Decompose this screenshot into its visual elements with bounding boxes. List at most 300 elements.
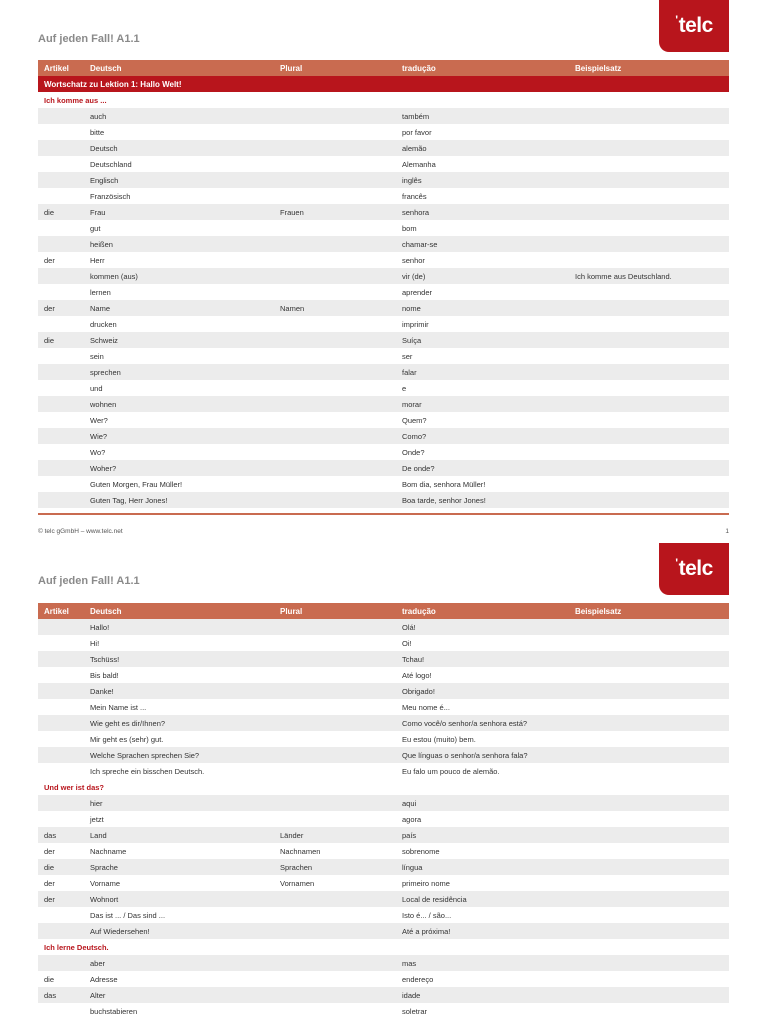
table-row bbox=[38, 476, 729, 492]
cell-artikel: der bbox=[44, 846, 55, 856]
header-deutsch: Deutsch bbox=[84, 60, 274, 76]
cell-beispielsatz bbox=[569, 412, 729, 428]
footer-copyright: © telc gGmbH – www.telc.net bbox=[38, 528, 123, 535]
cell-artikel bbox=[38, 907, 84, 923]
cell-beispielsatz bbox=[569, 843, 729, 859]
cell-traducao: senhora bbox=[396, 204, 569, 220]
table-row bbox=[38, 971, 729, 987]
section-title-row bbox=[38, 92, 729, 108]
cell-deutsch: sein bbox=[90, 351, 104, 361]
cell-artikel bbox=[38, 220, 84, 236]
cell-artikel bbox=[38, 667, 84, 683]
cell-beispielsatz bbox=[569, 220, 729, 236]
table-row bbox=[38, 156, 729, 172]
header-plural: Plural bbox=[274, 603, 396, 619]
cell-beispielsatz bbox=[569, 284, 729, 300]
cell-deutsch: Vorname bbox=[90, 878, 121, 888]
cell-deutsch: Welche Sprachen sprechen Sie? bbox=[84, 747, 274, 763]
cell-artikel: die bbox=[38, 859, 84, 875]
section-title: Ich lerne Deutsch. bbox=[44, 942, 109, 952]
cell-plural bbox=[274, 923, 396, 939]
cell-beispielsatz bbox=[569, 348, 729, 364]
cell-beispielsatz bbox=[569, 731, 729, 747]
table-row bbox=[38, 124, 729, 140]
cell-artikel bbox=[38, 412, 84, 428]
cell-deutsch: Hi! bbox=[90, 638, 100, 648]
cell-deutsch: sprechen bbox=[84, 364, 274, 380]
cell-artikel bbox=[38, 763, 84, 779]
cell-plural bbox=[274, 907, 396, 923]
section-title-row bbox=[38, 779, 729, 795]
cell-beispielsatz bbox=[569, 747, 729, 763]
cell-artikel bbox=[38, 172, 84, 188]
cell-deutsch: heißen bbox=[84, 236, 274, 252]
cell-deutsch: Sprache bbox=[84, 859, 274, 875]
table-row bbox=[38, 763, 729, 779]
lesson-title: Wortschatz zu Lektion 1: Hallo Welt! bbox=[38, 76, 729, 92]
cell-plural bbox=[274, 667, 396, 683]
table-row bbox=[38, 667, 729, 683]
cell-beispielsatz bbox=[569, 140, 729, 156]
cell-artikel bbox=[38, 651, 84, 667]
cell-deutsch: Wie? bbox=[84, 428, 274, 444]
table-header-row bbox=[38, 60, 729, 76]
cell-traducao: Eu estou (muito) bem. bbox=[402, 734, 476, 744]
table-row bbox=[38, 859, 729, 875]
header-deutsch: Deutsch bbox=[84, 603, 274, 619]
cell-beispielsatz bbox=[569, 172, 729, 188]
table-row bbox=[38, 188, 729, 204]
cell-deutsch: Name bbox=[84, 300, 274, 316]
cell-plural bbox=[274, 795, 396, 811]
cell-beispielsatz bbox=[569, 252, 729, 268]
cell-artikel: das bbox=[38, 827, 84, 843]
cell-artikel bbox=[38, 619, 84, 635]
cell-traducao: Local de residência bbox=[396, 891, 569, 907]
table-row bbox=[38, 891, 729, 907]
cell-traducao: por favor bbox=[402, 127, 432, 137]
cell-plural bbox=[274, 683, 396, 699]
cell-deutsch: Französisch bbox=[90, 191, 131, 201]
cell-beispielsatz bbox=[569, 667, 729, 683]
cell-beispielsatz bbox=[569, 987, 729, 1003]
cell-plural bbox=[274, 891, 396, 907]
cell-deutsch: Englisch bbox=[84, 172, 274, 188]
cell-traducao: sobrenome bbox=[402, 846, 440, 856]
cell-artikel bbox=[38, 348, 84, 364]
cell-beispielsatz bbox=[569, 300, 729, 316]
table-row bbox=[38, 428, 729, 444]
cell-traducao: francês bbox=[402, 191, 427, 201]
cell-beispielsatz bbox=[569, 859, 729, 875]
cell-artikel bbox=[38, 396, 84, 412]
table-row bbox=[38, 923, 729, 939]
cell-beispielsatz bbox=[569, 811, 729, 827]
cell-traducao: Boa tarde, senhor Jones! bbox=[396, 492, 569, 508]
header-artikel: Artikel bbox=[38, 60, 84, 76]
cell-beispielsatz bbox=[569, 108, 729, 124]
cell-plural bbox=[274, 188, 396, 204]
cell-plural bbox=[274, 380, 396, 396]
cell-traducao: Obrigado! bbox=[396, 683, 569, 699]
cell-deutsch: Guten Morgen, Frau Müller! bbox=[90, 479, 183, 489]
cell-beispielsatz bbox=[569, 476, 729, 492]
cell-beispielsatz bbox=[569, 492, 729, 508]
cell-deutsch: auch bbox=[84, 108, 274, 124]
cell-artikel: der bbox=[38, 891, 84, 907]
cell-traducao: Isto é... / são... bbox=[402, 910, 452, 920]
cell-deutsch: Wo? bbox=[90, 447, 106, 457]
cell-traducao: endereço bbox=[402, 974, 434, 984]
cell-traducao: língua bbox=[396, 859, 569, 875]
cell-traducao: soletrar bbox=[402, 1006, 428, 1016]
table-row bbox=[38, 412, 729, 428]
cell-beispielsatz bbox=[569, 795, 729, 811]
cell-deutsch: Frau bbox=[84, 204, 274, 220]
table-row bbox=[38, 1003, 729, 1019]
cell-deutsch: Ich spreche ein bisschen Deutsch. bbox=[90, 766, 205, 776]
cell-beispielsatz bbox=[569, 364, 729, 380]
table-row bbox=[38, 715, 729, 731]
cell-traducao: Que línguas o senhor/a senhora fala? bbox=[396, 747, 569, 763]
cell-traducao: Oi! bbox=[402, 638, 412, 648]
cell-plural bbox=[274, 348, 396, 364]
cell-plural bbox=[274, 987, 396, 1003]
cell-plural bbox=[274, 364, 396, 380]
cell-artikel: das bbox=[38, 987, 84, 1003]
cell-beispielsatz bbox=[569, 763, 729, 779]
cell-plural bbox=[274, 220, 396, 236]
table-row bbox=[38, 364, 729, 380]
section-title: Und wer ist das? bbox=[44, 782, 105, 792]
table-row bbox=[38, 811, 729, 827]
cell-deutsch: jetzt bbox=[90, 814, 104, 824]
cell-traducao: agora bbox=[402, 814, 422, 824]
cell-plural bbox=[274, 651, 396, 667]
cell-artikel bbox=[38, 923, 84, 939]
cell-plural bbox=[274, 332, 396, 348]
cell-deutsch: Guten Tag, Herr Jones! bbox=[84, 492, 274, 508]
page-number: 1 bbox=[725, 528, 729, 535]
cell-traducao: imprimir bbox=[402, 319, 429, 329]
cell-plural bbox=[274, 476, 396, 492]
table-row bbox=[38, 635, 729, 651]
cell-beispielsatz bbox=[569, 891, 729, 907]
cell-beispielsatz bbox=[569, 428, 729, 444]
cell-artikel bbox=[38, 731, 84, 747]
cell-traducao: falar bbox=[396, 364, 569, 380]
table-row bbox=[38, 316, 729, 332]
cell-artikel bbox=[38, 236, 84, 252]
table-row bbox=[38, 220, 729, 236]
telc-logo: ' telc bbox=[659, 0, 729, 52]
cell-artikel bbox=[38, 124, 84, 140]
section-title: Ich komme aus ... bbox=[44, 95, 107, 105]
cell-beispielsatz bbox=[569, 380, 729, 396]
cell-traducao: mas bbox=[396, 955, 569, 971]
table-row bbox=[38, 651, 729, 667]
cell-beispielsatz bbox=[569, 619, 729, 635]
cell-traducao: primeiro nome bbox=[402, 878, 450, 888]
cell-deutsch: und bbox=[90, 383, 103, 393]
cell-beispielsatz bbox=[569, 683, 729, 699]
cell-plural bbox=[274, 619, 396, 635]
cell-artikel bbox=[38, 140, 84, 156]
cell-artikel bbox=[38, 476, 84, 492]
cell-traducao: Como? bbox=[396, 428, 569, 444]
cell-plural bbox=[274, 699, 396, 715]
cell-artikel bbox=[38, 444, 84, 460]
cell-artikel: der bbox=[44, 255, 55, 265]
cell-artikel bbox=[38, 156, 84, 172]
cell-beispielsatz bbox=[569, 156, 729, 172]
book-title: Auf jeden Fall! A1.1 bbox=[38, 575, 140, 587]
document-page-2 bbox=[0, 543, 768, 1024]
cell-beispielsatz bbox=[569, 1003, 729, 1019]
table-row bbox=[38, 987, 729, 1003]
cell-artikel bbox=[38, 699, 84, 715]
cell-deutsch: kommen (aus) bbox=[84, 268, 274, 284]
cell-deutsch: hier bbox=[84, 795, 274, 811]
cell-plural bbox=[274, 811, 396, 827]
table-row bbox=[38, 204, 729, 220]
cell-traducao: ser bbox=[402, 351, 413, 361]
cell-beispielsatz bbox=[569, 124, 729, 140]
cell-plural bbox=[274, 715, 396, 731]
cell-beispielsatz: Ich komme aus Deutschland. bbox=[569, 268, 729, 284]
cell-beispielsatz bbox=[569, 332, 729, 348]
table-row bbox=[38, 683, 729, 699]
table-row bbox=[38, 795, 729, 811]
cell-artikel bbox=[38, 428, 84, 444]
cell-artikel: der bbox=[44, 878, 55, 888]
cell-plural bbox=[274, 731, 396, 747]
cell-traducao: Alemanha bbox=[402, 159, 436, 169]
cell-deutsch: Wer? bbox=[90, 415, 108, 425]
cell-artikel bbox=[38, 316, 84, 332]
cell-deutsch: Mein Name ist ... bbox=[90, 702, 147, 712]
cell-beispielsatz bbox=[569, 827, 729, 843]
cell-beispielsatz bbox=[569, 635, 729, 651]
cell-beispielsatz bbox=[569, 971, 729, 987]
cell-plural bbox=[274, 172, 396, 188]
cell-beispielsatz bbox=[569, 923, 729, 939]
cell-deutsch: buchstabieren bbox=[90, 1006, 138, 1016]
cell-beispielsatz bbox=[569, 699, 729, 715]
cell-artikel bbox=[38, 715, 84, 731]
telc-logo: ' telc bbox=[659, 543, 729, 595]
cell-beispielsatz bbox=[569, 460, 729, 476]
table-row bbox=[38, 252, 729, 268]
cell-traducao: Onde? bbox=[402, 447, 425, 457]
cell-deutsch: Alter bbox=[84, 987, 274, 1003]
table-row bbox=[38, 907, 729, 923]
cell-beispielsatz bbox=[569, 204, 729, 220]
cell-deutsch: Das ist ... / Das sind ... bbox=[90, 910, 166, 920]
table-row bbox=[38, 492, 729, 508]
cell-traducao: senhor bbox=[402, 255, 425, 265]
cell-plural bbox=[274, 252, 396, 268]
cell-plural bbox=[274, 236, 396, 252]
cell-traducao: inglês bbox=[396, 172, 569, 188]
cell-deutsch: drucken bbox=[90, 319, 117, 329]
cell-artikel bbox=[38, 460, 84, 476]
cell-deutsch: Wohnort bbox=[84, 891, 274, 907]
table-header-row bbox=[38, 603, 729, 619]
cell-beispielsatz bbox=[569, 316, 729, 332]
section-title-row bbox=[38, 939, 729, 955]
cell-artikel bbox=[38, 364, 84, 380]
cell-beispielsatz bbox=[569, 396, 729, 412]
cell-traducao: chamar-se bbox=[396, 236, 569, 252]
cell-deutsch: Adresse bbox=[90, 974, 118, 984]
cell-traducao: Quem? bbox=[402, 415, 427, 425]
cell-plural bbox=[274, 316, 396, 332]
header-plural: Plural bbox=[274, 60, 396, 76]
cell-deutsch: Wie geht es dir/Ihnen? bbox=[84, 715, 274, 731]
cell-plural bbox=[274, 763, 396, 779]
table-row bbox=[38, 843, 729, 859]
cell-traducao: Olá! bbox=[396, 619, 569, 635]
cell-traducao: morar bbox=[396, 396, 569, 412]
cell-artikel bbox=[38, 108, 84, 124]
cell-plural bbox=[274, 412, 396, 428]
cell-traducao: Tchau! bbox=[396, 651, 569, 667]
bottom-divider bbox=[38, 513, 729, 515]
cell-artikel bbox=[38, 1003, 84, 1019]
cell-artikel bbox=[38, 284, 84, 300]
cell-artikel bbox=[38, 268, 84, 284]
cell-artikel bbox=[38, 795, 84, 811]
cell-beispielsatz bbox=[569, 236, 729, 252]
cell-deutsch: Herr bbox=[90, 255, 105, 265]
logo-text: telc bbox=[678, 557, 713, 580]
vocabulary-table bbox=[38, 603, 729, 1019]
cell-artikel bbox=[38, 188, 84, 204]
cell-traducao: idade bbox=[396, 987, 569, 1003]
logo-text: telc bbox=[678, 14, 713, 37]
cell-plural: Sprachen bbox=[274, 859, 396, 875]
cell-deutsch: aber bbox=[84, 955, 274, 971]
cell-artikel bbox=[38, 955, 84, 971]
header-beispielsatz: Beispielsatz bbox=[569, 60, 729, 76]
cell-deutsch: Bis bald! bbox=[90, 670, 119, 680]
cell-traducao: Suíça bbox=[396, 332, 569, 348]
cell-plural bbox=[274, 460, 396, 476]
table-row bbox=[38, 955, 729, 971]
header-traducao: tradução bbox=[396, 60, 569, 76]
cell-deutsch: Danke! bbox=[84, 683, 274, 699]
header-traducao: tradução bbox=[396, 603, 569, 619]
cell-plural bbox=[274, 971, 396, 987]
cell-traducao: nome bbox=[396, 300, 569, 316]
cell-traducao: aqui bbox=[396, 795, 569, 811]
cell-traducao: Bom dia, senhora Müller! bbox=[402, 479, 486, 489]
cell-plural: Namen bbox=[274, 300, 396, 316]
table-row bbox=[38, 332, 729, 348]
cell-deutsch: Deutschland bbox=[90, 159, 132, 169]
cell-plural: Frauen bbox=[274, 204, 396, 220]
cell-artikel: die bbox=[38, 204, 84, 220]
table-row bbox=[38, 619, 729, 635]
cell-deutsch: Woher? bbox=[84, 460, 274, 476]
cell-traducao: país bbox=[396, 827, 569, 843]
cell-deutsch: bitte bbox=[90, 127, 105, 137]
vocabulary-table bbox=[38, 60, 729, 508]
table-row bbox=[38, 300, 729, 316]
cell-beispielsatz bbox=[569, 651, 729, 667]
cell-deutsch: gut bbox=[90, 223, 101, 233]
cell-plural bbox=[274, 396, 396, 412]
cell-traducao: Eu falo um pouco de alemão. bbox=[402, 766, 500, 776]
lesson-title-row bbox=[38, 76, 729, 92]
cell-deutsch: Mir geht es (sehr) gut. bbox=[90, 734, 164, 744]
cell-plural bbox=[274, 955, 396, 971]
cell-artikel bbox=[38, 683, 84, 699]
cell-deutsch: Auf Wiedersehen! bbox=[84, 923, 274, 939]
cell-beispielsatz bbox=[569, 715, 729, 731]
cell-artikel bbox=[38, 747, 84, 763]
table-row bbox=[38, 827, 729, 843]
header-beispielsatz: Beispielsatz bbox=[569, 603, 729, 619]
cell-plural bbox=[274, 635, 396, 651]
table-row bbox=[38, 268, 729, 284]
cell-plural: Länder bbox=[274, 827, 396, 843]
cell-plural bbox=[274, 268, 396, 284]
cell-traducao: De onde? bbox=[396, 460, 569, 476]
cell-artikel bbox=[38, 492, 84, 508]
cell-traducao: alemão bbox=[396, 140, 569, 156]
cell-plural bbox=[274, 747, 396, 763]
cell-plural bbox=[274, 124, 396, 140]
cell-traducao: Meu nome é... bbox=[402, 702, 450, 712]
cell-deutsch: lernen bbox=[90, 287, 111, 297]
cell-traducao: vir (de) bbox=[396, 268, 569, 284]
cell-artikel bbox=[38, 380, 84, 396]
cell-artikel: die bbox=[38, 332, 84, 348]
cell-plural bbox=[274, 284, 396, 300]
cell-artikel: die bbox=[44, 974, 55, 984]
cell-traducao: bom bbox=[402, 223, 417, 233]
cell-beispielsatz bbox=[569, 875, 729, 891]
cell-deutsch: Land bbox=[84, 827, 274, 843]
cell-beispielsatz bbox=[569, 955, 729, 971]
table-row bbox=[38, 444, 729, 460]
table-row bbox=[38, 284, 729, 300]
cell-beispielsatz bbox=[569, 444, 729, 460]
cell-beispielsatz bbox=[569, 907, 729, 923]
table-row bbox=[38, 172, 729, 188]
cell-artikel bbox=[38, 635, 84, 651]
table-row bbox=[38, 140, 729, 156]
cell-deutsch: Schweiz bbox=[84, 332, 274, 348]
header-artikel: Artikel bbox=[38, 603, 84, 619]
table-row bbox=[38, 108, 729, 124]
cell-deutsch: wohnen bbox=[84, 396, 274, 412]
table-row bbox=[38, 236, 729, 252]
cell-plural bbox=[274, 108, 396, 124]
cell-plural bbox=[274, 444, 396, 460]
table-row bbox=[38, 460, 729, 476]
cell-plural bbox=[274, 428, 396, 444]
cell-traducao: Até logo! bbox=[402, 670, 432, 680]
cell-traducao: aprender bbox=[402, 287, 433, 297]
cell-deutsch: Hallo! bbox=[84, 619, 274, 635]
cell-deutsch: Deutsch bbox=[84, 140, 274, 156]
table-row bbox=[38, 747, 729, 763]
cell-traducao: Como você/o senhor/a senhora está? bbox=[396, 715, 569, 731]
table-row bbox=[38, 699, 729, 715]
